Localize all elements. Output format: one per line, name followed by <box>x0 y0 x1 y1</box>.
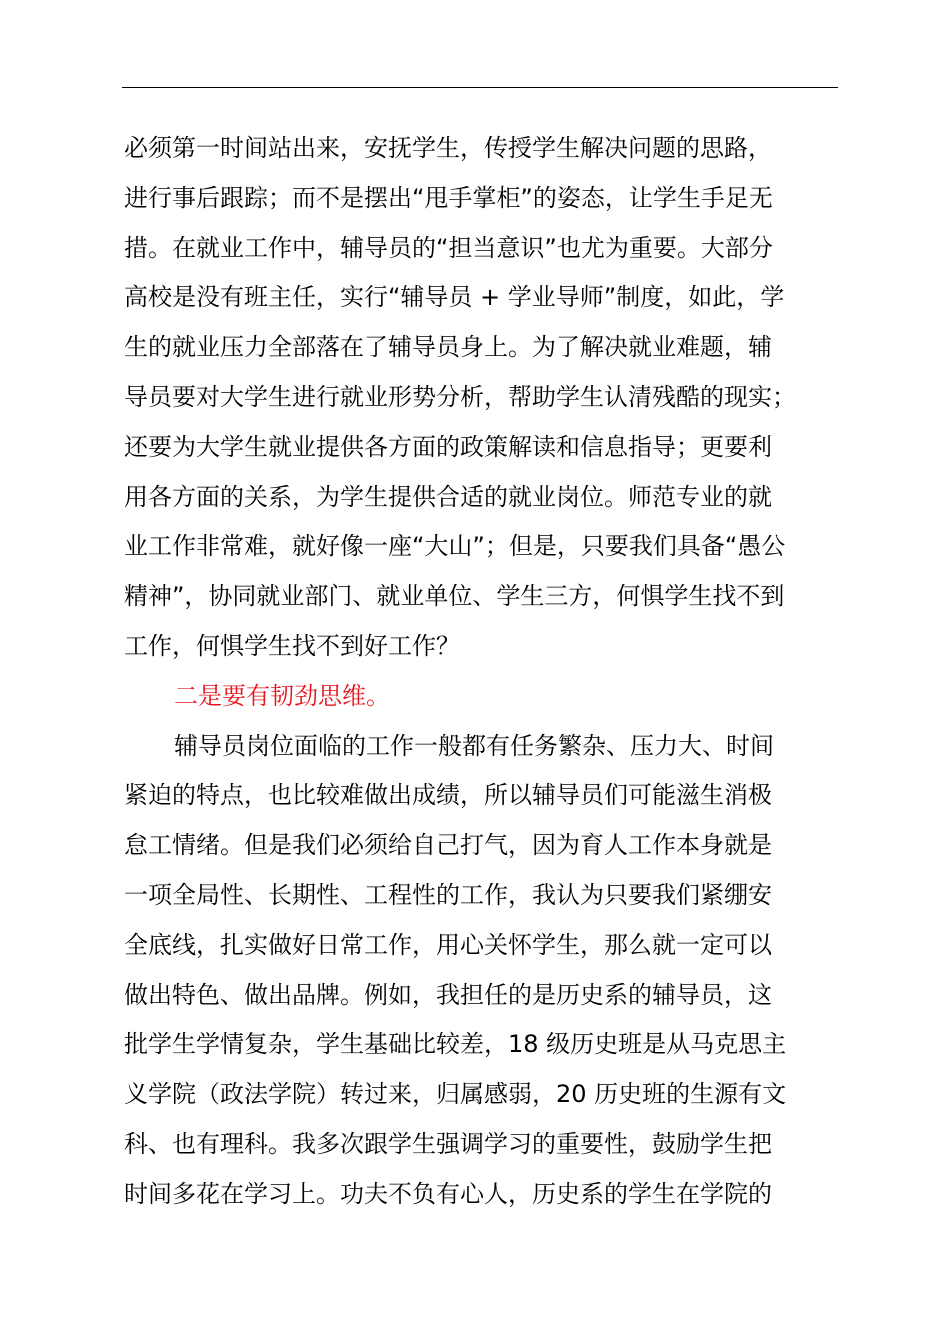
text-line: 导员要对大学生进行就业形势分析，帮助学生认清残酷的现实； <box>124 382 796 411</box>
text-line: 义学院（政法学院）转过来，归属感弱，20 历史班的生源有文 <box>124 1080 787 1109</box>
paragraph-first-line: 辅导员岗位面临的工作一般都有任务繁杂、压力大、时间 <box>174 731 774 760</box>
text-line: 一项全局性、长期性、工程性的工作，我认为只要我们紧绷安 <box>124 880 772 909</box>
section-heading: 二是要有韧劲思维。 <box>174 681 390 710</box>
text-line: 还要为大学生就业提供各方面的政策解读和信息指导；更要利 <box>124 432 772 461</box>
text-line: 进行事后跟踪；而不是摆出“甩手掌柜”的姿态，让学生手足无 <box>124 183 773 212</box>
text-line: 措。在就业工作中，辅导员的“担当意识”也尤为重要。大部分 <box>124 233 773 262</box>
text-line: 怠工情绪。但是我们必须给自己打气，因为育人工作本身就是 <box>124 831 772 860</box>
text-line: 精神”，协同就业部门、就业单位、学生三方，何惧学生找不到 <box>124 582 785 611</box>
text-line: 全底线，扎实做好日常工作，用心关怀学生，那么就一定可以 <box>124 930 772 959</box>
text-line: 用各方面的关系，为学生提供合适的就业岗位。师范专业的就 <box>124 482 772 511</box>
text-line: 紧迫的特点，也比较难做出成绩，所以辅导员们可能滋生消极 <box>124 781 772 810</box>
text-line: 时间多花在学习上。功夫不负有心人，历史系的学生在学院的 <box>124 1179 772 1208</box>
text-line: 生的就业压力全部落在了辅导员身上。为了解决就业难题，辅 <box>124 333 772 362</box>
text-line: 做出特色、做出品牌。例如，我担任的是历史系的辅导员，这 <box>124 980 772 1009</box>
text-line: 业工作非常难，就好像一座“大山”；但是，只要我们具备“愚公 <box>124 532 786 561</box>
text-line: 科、也有理科。我多次跟学生强调学习的重要性，鼓励学生把 <box>124 1129 772 1158</box>
body-text <box>124 124 840 1220</box>
text-line: 必须第一时间站出来，安抚学生，传授学生解决问题的思路， <box>124 134 772 162</box>
text-line: 批学生学情复杂，学生基础比较差，18 级历史班是从马克思主 <box>124 1030 787 1059</box>
header-rule <box>122 87 838 88</box>
text-line: 高校是没有班主任，实行“辅导员 + 学业导师”制度，如此，学 <box>124 283 785 312</box>
text-line: 工作，何惧学生找不到好工作？ <box>124 631 460 660</box>
